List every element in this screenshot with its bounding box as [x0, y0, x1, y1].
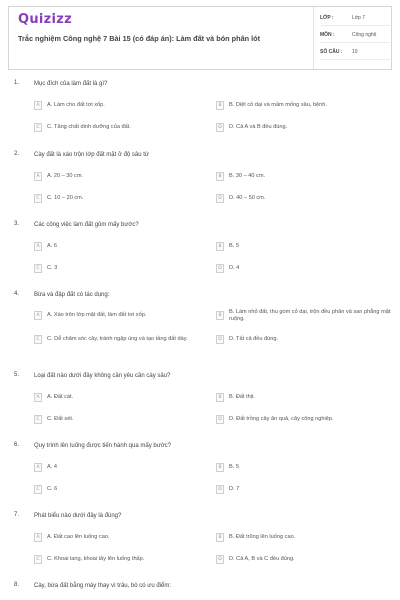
option-letter-box: D — [216, 264, 224, 273]
question-7 — [0, 512, 400, 572]
answer-option-b[interactable] — [216, 529, 392, 546]
option-text: A. 6 — [47, 243, 57, 249]
question-number: 2. — [14, 151, 20, 157]
option-text: D. Cả A và B đều đúng. — [229, 124, 288, 130]
question-text: Phát biểu nào dưới đây là đúng? — [34, 513, 122, 519]
option-letter-box: C — [34, 485, 42, 494]
question-8 — [0, 582, 400, 600]
question-text: Loại đất nào dưới đây không cần yêu cần cày sâu? — [34, 373, 171, 379]
answer-option-c[interactable] — [34, 411, 204, 428]
option-letter-box: A — [34, 311, 42, 320]
answer-option-b[interactable] — [216, 97, 392, 114]
question-text: Các công việc làm đất gồm mấy bước? — [34, 222, 139, 228]
meta-underline — [320, 25, 390, 26]
meta-label: MÔN : — [320, 32, 335, 38]
option-text: A. Xáo trộn lớp mặt đất, làm đất tơi xốp. — [47, 312, 147, 318]
option-letter-box: A — [34, 393, 42, 402]
question-2 — [0, 151, 400, 211]
option-letter-box: C — [34, 123, 42, 132]
answer-option-b[interactable] — [216, 168, 392, 185]
option-text: A. Làm cho đất tơi xốp. — [47, 102, 105, 108]
quizizz-logo: Quizizz — [18, 12, 73, 27]
question-text: Cày đất là xáo trộn lớp đất mặt ở độ sâu từ — [34, 152, 149, 158]
option-letter-box: B — [216, 242, 224, 251]
answer-option-c[interactable] — [34, 481, 204, 498]
option-text: C. Đất sét. — [47, 416, 74, 422]
option-letter-box: A — [34, 172, 42, 181]
question-5 — [0, 372, 400, 432]
question-text: Mục đích của làm đất là gì? — [34, 81, 108, 87]
option-text: D. 40 – 50 cm. — [229, 195, 266, 201]
option-letter-box: C — [34, 555, 42, 564]
option-text: D. Cả A, B và C đều đúng. — [229, 556, 295, 562]
option-letter-box: D — [216, 123, 224, 132]
option-text: B. 30 – 40 cm. — [229, 173, 266, 179]
option-letter-box: D — [216, 335, 224, 344]
option-letter-box: D — [216, 555, 224, 564]
option-text: D. 4 — [229, 265, 240, 271]
option-letter-box: A — [34, 463, 42, 472]
page-title: Trắc nghiệm Công nghệ 7 Bài 15 (có đáp án): Làm đất và bón phân lót — [18, 34, 261, 43]
answer-option-d[interactable] — [216, 119, 392, 136]
quiz-header — [8, 6, 392, 70]
answer-option-d[interactable] — [216, 481, 392, 498]
meta-value: Công nghệ — [352, 32, 377, 38]
question-number: 3. — [14, 221, 20, 227]
option-text: C. Dễ chăm sóc cây, tránh ngập úng và tạo tầng đất dày. — [47, 336, 188, 342]
option-text: D. 7 — [229, 486, 240, 492]
option-letter-box: D — [216, 415, 224, 424]
meta-row-class — [320, 12, 390, 26]
header-divider — [313, 7, 314, 69]
option-text: C. 3 — [47, 265, 58, 271]
answer-option-a[interactable] — [34, 97, 204, 114]
answer-option-d[interactable] — [216, 260, 392, 277]
answer-option-c[interactable] — [34, 260, 204, 277]
answer-option-a[interactable] — [34, 168, 204, 185]
answer-option-c[interactable] — [34, 119, 204, 136]
meta-label: LỚP : — [320, 15, 334, 21]
option-text: B. 5 — [229, 243, 239, 249]
option-letter-box: B — [216, 311, 224, 320]
option-letter-box: C — [34, 335, 42, 344]
answer-option-d[interactable] — [216, 190, 392, 207]
answer-option-a[interactable] — [34, 389, 204, 406]
option-text: B. Làm nhỏ đất, thu gom cỏ dại, trộn đều phân và san phẳng mặt ruộng. — [229, 308, 391, 322]
option-text: D. Đất trồng cây ăn quả, cây công nghiệp. — [229, 416, 334, 422]
option-text: D. Tất cả đều đúng. — [229, 336, 279, 342]
question-number: 5. — [14, 372, 20, 378]
question-text: Bừa và đập đất có tác dụng: — [34, 292, 110, 298]
meta-value: 10 — [352, 49, 358, 55]
question-number: 1. — [14, 80, 20, 86]
question-1 — [0, 80, 400, 140]
question-3 — [0, 221, 400, 281]
question-4 — [0, 291, 400, 351]
answer-option-b[interactable] — [216, 459, 392, 476]
option-text: A. 20 – 30 cm. — [47, 173, 84, 179]
answer-option-b[interactable] — [216, 307, 392, 324]
option-letter-box: B — [216, 533, 224, 542]
answer-option-d[interactable] — [216, 551, 392, 568]
answer-option-d[interactable] — [216, 411, 392, 428]
question-text: Cày, bừa đất bằng máy thay vì trâu, bò có ưu điểm: — [34, 583, 171, 589]
option-letter-box: C — [34, 415, 42, 424]
answer-option-c[interactable] — [34, 190, 204, 207]
answer-option-a[interactable] — [34, 529, 204, 546]
answer-option-a[interactable] — [34, 307, 204, 324]
question-number: 6. — [14, 442, 20, 448]
option-text: B. Diệt cỏ dại và mầm mống sâu, bệnh. — [229, 102, 327, 108]
option-letter-box: A — [34, 242, 42, 251]
option-text: B. 5 — [229, 464, 239, 470]
option-letter-box: A — [34, 533, 42, 542]
question-number: 8. — [14, 582, 20, 588]
option-text: B. Đất thịt. — [229, 394, 256, 400]
meta-row-count — [320, 46, 390, 60]
option-text: A. 4 — [47, 464, 57, 470]
option-letter-box: B — [216, 101, 224, 110]
answer-option-b[interactable] — [216, 238, 392, 255]
option-text: A. Đất cao lên luống cao. — [47, 534, 110, 540]
answer-option-d[interactable] — [216, 331, 392, 348]
option-letter-box: A — [34, 101, 42, 110]
answer-option-a[interactable] — [34, 459, 204, 476]
option-letter-box: C — [34, 194, 42, 203]
meta-underline — [320, 42, 390, 43]
option-letter-box: D — [216, 194, 224, 203]
option-letter-box: B — [216, 463, 224, 472]
answer-option-c[interactable] — [34, 331, 204, 348]
answer-option-a[interactable] — [34, 238, 204, 255]
answer-option-c[interactable] — [34, 551, 204, 568]
option-text: C. Khoai lang, khoai tây lên luống thấp. — [47, 556, 145, 562]
meta-underline — [320, 59, 390, 60]
question-6 — [0, 442, 400, 502]
option-letter-box: B — [216, 172, 224, 181]
option-text: B. Đất trũng lên luống cao. — [229, 534, 296, 540]
meta-value: Lớp 7 — [352, 15, 366, 21]
option-text: C. 10 – 20 cm. — [47, 195, 84, 201]
meta-label: SỐ CÂU : — [320, 49, 343, 55]
option-text: C. Tăng chất dinh dưỡng của đất. — [47, 124, 131, 130]
question-number: 7. — [14, 512, 20, 518]
option-text: C. 6 — [47, 486, 58, 492]
meta-row-subject — [320, 29, 390, 43]
option-letter-box: B — [216, 393, 224, 402]
option-letter-box: D — [216, 485, 224, 494]
option-text: A. Đất cát. — [47, 394, 74, 400]
question-number: 4. — [14, 291, 20, 297]
answer-option-b[interactable] — [216, 389, 392, 406]
question-text: Quy trình lên luống được tiến hành qua mấy bước? — [34, 443, 171, 449]
option-letter-box: C — [34, 264, 42, 273]
